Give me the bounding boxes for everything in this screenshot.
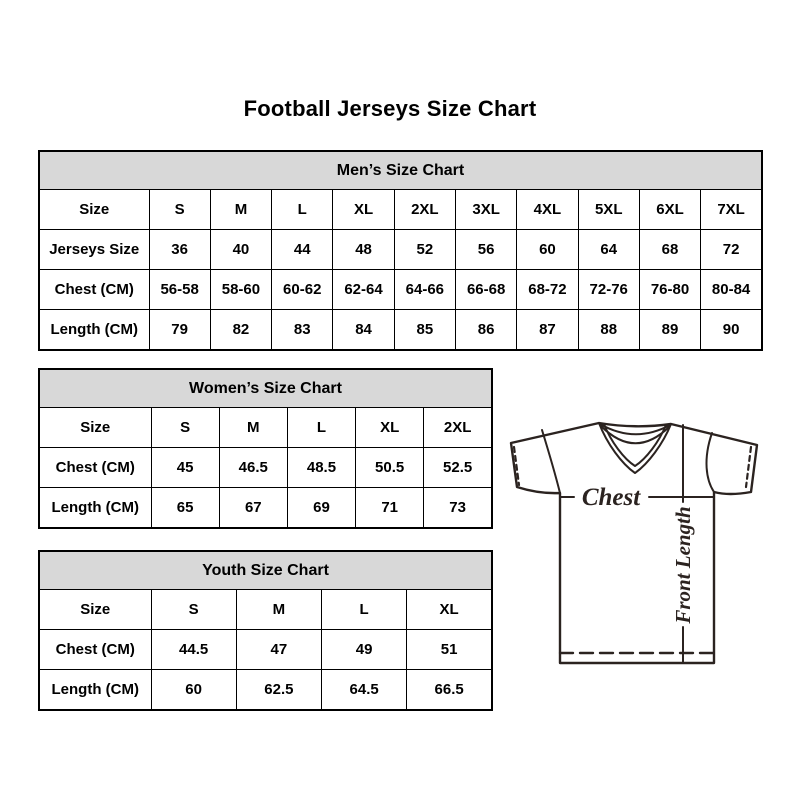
table-cell: L	[272, 190, 333, 230]
table-row	[39, 590, 492, 630]
table-row	[39, 670, 492, 711]
table-cell: 62-64	[333, 270, 394, 310]
table-cell: 44	[272, 230, 333, 270]
front-length-measure-label: Front Length	[671, 506, 695, 624]
youth-size-table	[38, 550, 493, 711]
table-cell: 50.5	[356, 448, 424, 488]
table-cell: 72	[701, 230, 762, 270]
row-label: Chest (CM)	[39, 270, 149, 310]
table-row	[39, 630, 492, 670]
table-cell: 66-68	[455, 270, 516, 310]
table-cell: 3XL	[455, 190, 516, 230]
table-section-header: Women’s Size Chart	[39, 369, 492, 408]
jersey-diagram	[504, 414, 766, 672]
table-cell: L	[287, 408, 355, 448]
table-cell: 82	[210, 310, 271, 351]
table-cell: 46.5	[219, 448, 287, 488]
table-cell: 72-76	[578, 270, 639, 310]
table-cell: 84	[333, 310, 394, 351]
row-label: Size	[39, 590, 151, 630]
table-cell: 62.5	[236, 670, 321, 711]
table-cell: 79	[149, 310, 210, 351]
table-cell: 48.5	[287, 448, 355, 488]
table-cell: 56-58	[149, 270, 210, 310]
table-cell: 80-84	[701, 270, 762, 310]
row-label: Size	[39, 408, 151, 448]
page-title: Football Jerseys Size Chart	[243, 96, 537, 121]
table-cell: M	[236, 590, 321, 630]
womens-size-table-grid	[38, 368, 493, 529]
table-cell: 2XL	[424, 408, 492, 448]
table-cell: 44.5	[151, 630, 236, 670]
table-cell: 83	[272, 310, 333, 351]
table-cell: M	[219, 408, 287, 448]
table-cell: 60	[517, 230, 578, 270]
womens-size-table	[38, 368, 493, 529]
table-cell: 64-66	[394, 270, 455, 310]
table-section-header: Men’s Size Chart	[39, 151, 762, 190]
table-cell: 52.5	[424, 448, 492, 488]
table-cell: 88	[578, 310, 639, 351]
table-header-row	[39, 151, 762, 190]
table-cell: 49	[322, 630, 407, 670]
table-cell: 2XL	[394, 190, 455, 230]
table-row	[39, 190, 762, 230]
table-cell: XL	[356, 408, 424, 448]
table-cell: 89	[639, 310, 700, 351]
table-cell: 76-80	[639, 270, 700, 310]
mens-size-table	[38, 150, 763, 351]
table-cell: 52	[394, 230, 455, 270]
table-row	[39, 448, 492, 488]
table-row	[39, 230, 762, 270]
table-row	[39, 310, 762, 351]
table-cell: 65	[151, 488, 219, 529]
table-cell: XL	[333, 190, 394, 230]
table-cell: 64.5	[322, 670, 407, 711]
table-cell: XL	[407, 590, 492, 630]
table-header-row	[39, 369, 492, 408]
table-cell: 40	[210, 230, 271, 270]
table-cell: 90	[701, 310, 762, 351]
table-cell: 66.5	[407, 670, 492, 711]
table-cell: 6XL	[639, 190, 700, 230]
row-label: Size	[39, 190, 149, 230]
table-cell: 51	[407, 630, 492, 670]
table-cell: 56	[455, 230, 516, 270]
table-cell: 85	[394, 310, 455, 351]
table-cell: 60-62	[272, 270, 333, 310]
table-cell: 7XL	[701, 190, 762, 230]
table-cell: 36	[149, 230, 210, 270]
table-cell: 4XL	[517, 190, 578, 230]
table-cell: 69	[287, 488, 355, 529]
table-section-header: Youth Size Chart	[39, 551, 492, 590]
table-cell: S	[151, 408, 219, 448]
table-cell: M	[210, 190, 271, 230]
table-cell: 48	[333, 230, 394, 270]
table-cell: 58-60	[210, 270, 271, 310]
table-row	[39, 488, 492, 529]
row-label: Length (CM)	[39, 670, 151, 711]
table-row	[39, 270, 762, 310]
row-label: Chest (CM)	[39, 630, 151, 670]
row-label: Length (CM)	[39, 488, 151, 529]
chest-measure-label: Chest	[581, 484, 641, 511]
table-cell: 64	[578, 230, 639, 270]
table-cell: 60	[151, 670, 236, 711]
table-cell: 45	[151, 448, 219, 488]
table-cell: 71	[356, 488, 424, 529]
row-label: Chest (CM)	[39, 448, 151, 488]
row-label: Jerseys Size	[39, 230, 149, 270]
table-header-row	[39, 551, 492, 590]
table-cell: 67	[219, 488, 287, 529]
table-cell: 5XL	[578, 190, 639, 230]
table-cell: 86	[455, 310, 516, 351]
mens-size-table-grid	[38, 150, 763, 351]
table-cell: S	[151, 590, 236, 630]
youth-size-table-grid	[38, 550, 493, 711]
table-cell: 47	[236, 630, 321, 670]
table-cell: 68	[639, 230, 700, 270]
row-label: Length (CM)	[39, 310, 149, 351]
table-cell: 73	[424, 488, 492, 529]
table-row	[39, 408, 492, 448]
table-cell: 68-72	[517, 270, 578, 310]
jersey-outline	[511, 423, 757, 663]
table-cell: S	[149, 190, 210, 230]
table-cell: L	[322, 590, 407, 630]
table-cell: 87	[517, 310, 578, 351]
